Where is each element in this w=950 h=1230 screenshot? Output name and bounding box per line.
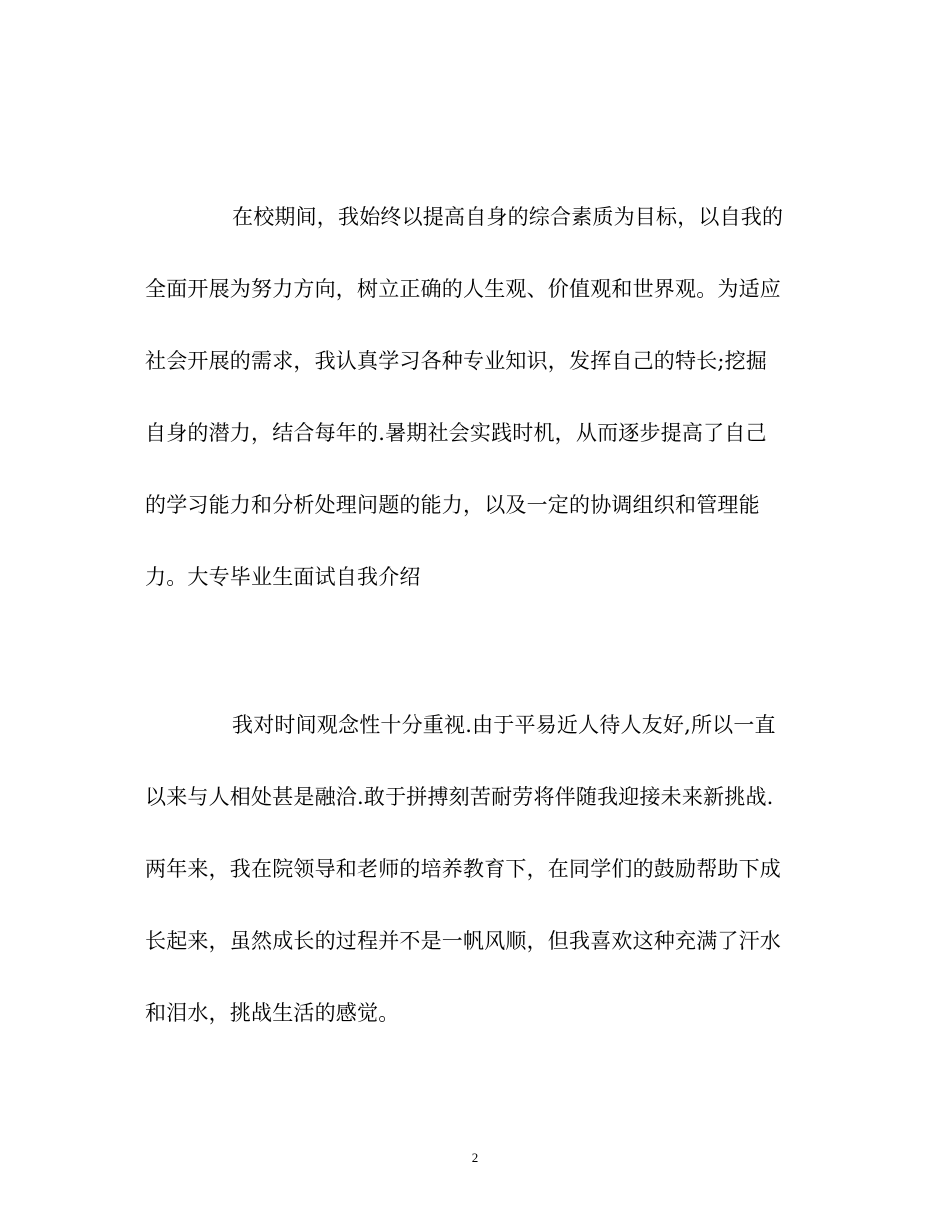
paragraph-line: 两年来，我在院领导和老师的培养教育下，在同学们的鼓励帮助下成: [145, 857, 781, 881]
paragraph-line: 的学习能力和分析处理问题的能力，以及一定的协调组织和管理能: [145, 493, 760, 517]
paragraph-line: 社会开展的需求，我认真学习各种专业知识，发挥自己的特长;挖掘: [145, 349, 768, 373]
paragraph-line: 我对时间观念性十分重视.由于平易近人待人友好,所以一直: [232, 713, 776, 737]
page-number: 2: [471, 1150, 479, 1165]
paragraph-line: 在校期间，我始终以提高自身的综合素质为目标，以自我的: [232, 205, 784, 229]
paragraph-line: 长起来，虽然成长的过程并不是一帆风顺，但我喜欢这种充满了汗水: [145, 929, 781, 953]
paragraph-line: 力。大专毕业生面试自我介绍: [145, 565, 421, 589]
paragraph-line: 以来与人相处甚是融洽.敢于拼搏刻苦耐劳将伴随我迎接未来新挑战.: [145, 785, 774, 809]
paragraph-line: 自身的潜力，结合每年的.暑期社会实践时机，从而逐步提高了自己: [145, 421, 767, 445]
paragraph-line: 全面开展为努力方向，树立正确的人生观、价值观和世界观。为适应: [145, 277, 781, 301]
paragraph-line: 和泪水，挑战生活的感觉。: [145, 1001, 400, 1025]
